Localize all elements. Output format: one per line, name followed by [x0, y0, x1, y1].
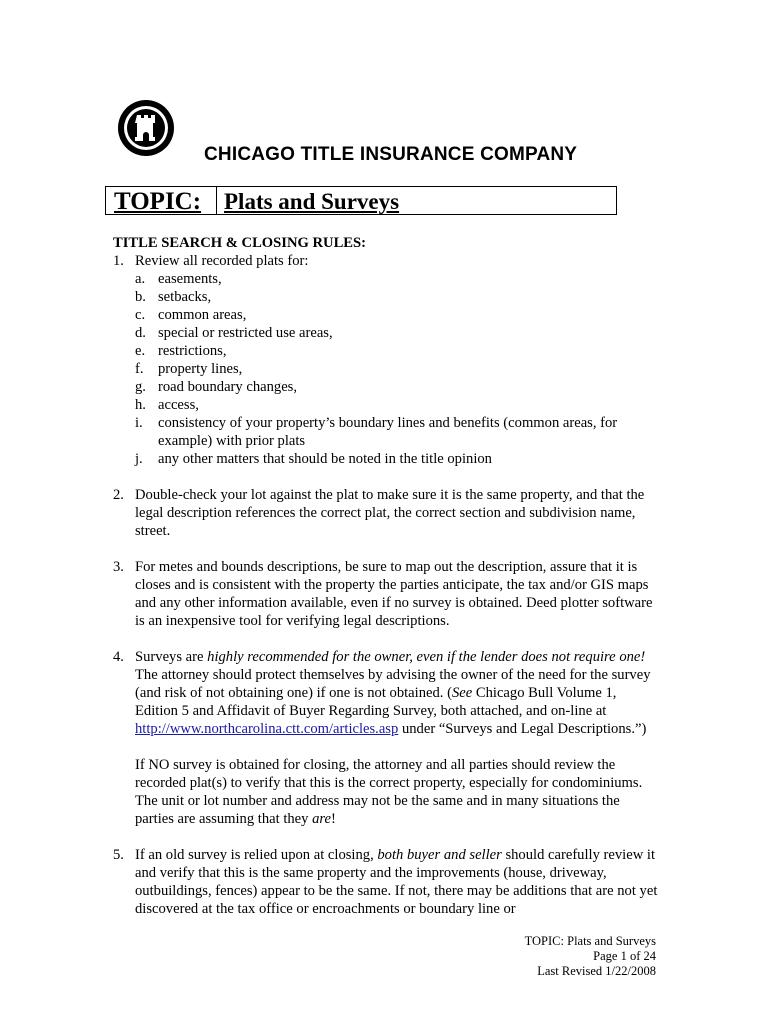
document-body [113, 234, 661, 918]
sublist-text: access, [158, 397, 199, 413]
sublist-text: common areas, [158, 307, 247, 323]
sublist-item [135, 396, 661, 414]
sublist-item [135, 306, 661, 324]
footer-revised-date: Last Revised 1/22/2008 [537, 964, 656, 978]
sublist-text: road boundary changes, [158, 379, 297, 395]
topic-divider [216, 187, 217, 214]
section-heading: TITLE SEARCH & CLOSING RULES: [113, 235, 367, 251]
list-item-1 [113, 252, 661, 270]
footer-page-number: Page 1 of 24 [593, 949, 656, 963]
item-number: 2. [113, 487, 124, 503]
sublist-text: consistency of your property’s boundary lines and benefits (common areas, for example) with prior plats [158, 415, 618, 449]
sublist-item [135, 378, 661, 396]
sublist-letter: d. [135, 325, 146, 341]
sublist-text: easements, [158, 271, 222, 287]
footer-topic: TOPIC: Plats and Surveys [524, 934, 656, 948]
item-text: For metes and bounds descriptions, be sure to map out the description, assure that it is closes and is consistent with the property the parties anticipate, the tax and/or GIS maps and any other information available, even if no survey is obtained. Deed plotter software is an inexpensive tool for verifying legal descriptions. [135, 559, 653, 629]
sublist-letter: h. [135, 397, 146, 413]
sublist-item [135, 270, 661, 288]
sublist [135, 270, 661, 468]
sublist-item [135, 288, 661, 306]
company-name: CHICAGO TITLE INSURANCE COMPANY [204, 144, 578, 165]
item-text: Surveys are highly recommended for the owner, even if the lender does not require one! The attorney should protect themselves by advising the owner of the need for the survey (and risk of not obtaining one) if one is not obtained. (See Chicago Bull Volume 1, Edition 5 and Affidavit of Buyer Regarding Survey, both attached, and on-line at http://www.northcarolina.ctt.com/articles.asp under “Surveys and Legal Descriptions.”) [135, 649, 651, 737]
item-text: Review all recorded plats for: [135, 253, 309, 269]
topic-box [105, 186, 617, 215]
sublist-letter: j. [135, 451, 143, 467]
list-item-4 [113, 648, 661, 738]
sublist-letter: i. [135, 415, 143, 431]
sublist-letter: b. [135, 289, 146, 305]
page-footer [525, 934, 656, 979]
sublist-text: restrictions, [158, 343, 227, 359]
topic-title: Plats and Surveys [224, 189, 400, 214]
sublist-text: special or restricted use areas, [158, 325, 333, 341]
sublist-item [135, 324, 661, 342]
sublist-letter: a. [135, 271, 146, 287]
item-number: 1. [113, 253, 124, 269]
topic-label: TOPIC: [114, 188, 202, 215]
sublist-text: property lines, [158, 361, 243, 377]
sublist-text: any other matters that should be noted in the title opinion [158, 451, 492, 467]
articles-link[interactable]: http://www.northcarolina.ctt.com/articles.asp [135, 721, 399, 737]
sublist-item [135, 414, 661, 450]
list-item-5 [113, 846, 661, 918]
sublist-item [135, 450, 661, 468]
item-number: 5. [113, 847, 124, 863]
list-item-3 [113, 558, 661, 630]
item-text: If an old survey is relied upon at closing, both buyer and seller should carefully review it and verify that this is the same property and the improvements (house, driveway, outbuildings, fences) appear to be the same. If not, there may be additions that are not yet discovered at the tax office or encroachments or boundary line or [135, 847, 658, 917]
item-text: Double-check your lot against the plat to make sure it is the same property, and that the legal description references the correct plat, the correct section and subdivision name, street. [135, 487, 645, 539]
sublist-letter: e. [135, 343, 146, 359]
sublist-text: setbacks, [158, 289, 212, 305]
castle-tower-logo-icon [116, 98, 176, 158]
sublist-letter: f. [135, 361, 144, 377]
sublist-item [135, 342, 661, 360]
sublist-letter: g. [135, 379, 146, 395]
sublist-letter: c. [135, 307, 146, 323]
sublist-item [135, 360, 661, 378]
item-number: 4. [113, 649, 124, 665]
item-number: 3. [113, 559, 124, 575]
list-item-2 [113, 486, 661, 540]
item-4-paragraph-2: If NO survey is obtained for closing, the attorney and all parties should review the recorded plat(s) to verify that this is the correct property, especially for condominiums. The unit or lot number and address may not be the same and in many situations the parties are assuming that they are! [135, 757, 643, 827]
